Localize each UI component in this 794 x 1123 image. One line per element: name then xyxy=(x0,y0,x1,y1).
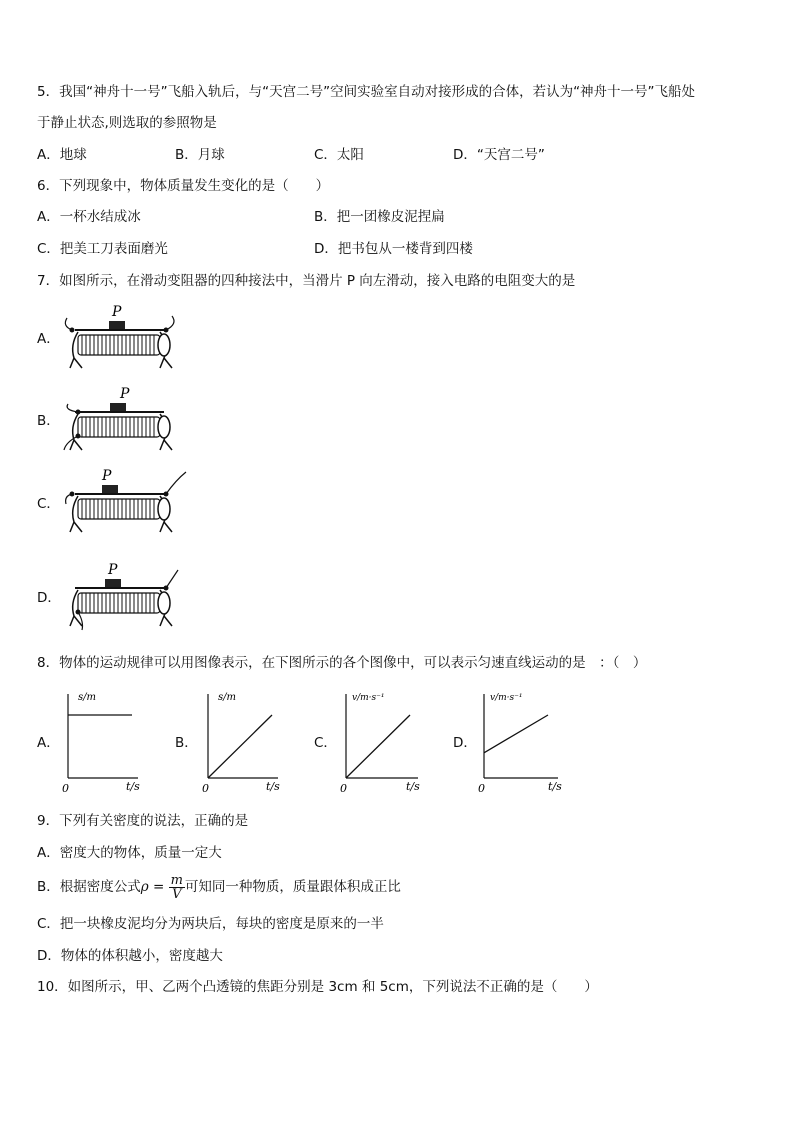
q10-stem: 10．如图所示，甲、乙两个凸透镜的焦距分别是 3cm 和 5cm，下列说法不正确的是（ ） xyxy=(37,979,598,995)
q7-option-b: B． xyxy=(37,413,60,429)
q9-option-b-suffix: 可知同一种物质，质量跟体积成正比 xyxy=(184,879,401,895)
rheostat-figure-c xyxy=(60,466,190,541)
slider-p-label: P xyxy=(108,562,118,578)
q8-option-a: A． xyxy=(37,735,60,751)
fraction-denominator: V xyxy=(172,886,182,902)
q9-option-a: A．密度大的物体，质量一定大 xyxy=(37,845,222,861)
motion-graph-c xyxy=(334,686,429,798)
x-axis-label: t/s xyxy=(406,780,420,793)
x-axis-label: t/s xyxy=(126,780,140,793)
graph-line-b xyxy=(208,715,272,778)
density-fraction xyxy=(169,874,185,901)
motion-graph-d xyxy=(472,686,572,798)
x-axis-label: t/s xyxy=(266,780,280,793)
y-axis-label: s/m xyxy=(218,692,236,703)
q9-stem: 9．下列有关密度的说法，正确的是 xyxy=(37,813,249,829)
x-axis-label: t/s xyxy=(548,780,562,793)
q5-stem-line1: 5．我国“神舟十一号”飞船入轨后，与“天宫二号”空间实验室自动对接形成的合体，若认为“神舟十一号”飞船处 xyxy=(37,84,696,100)
q7-option-c: C． xyxy=(37,496,60,512)
y-axis-label: v/m·s⁻¹ xyxy=(352,693,385,703)
q8-option-b: B． xyxy=(175,735,198,751)
motion-graph-b xyxy=(196,686,286,798)
q9-option-b-prefix: B．根据密度公式 xyxy=(37,879,141,895)
q8-option-c: C． xyxy=(314,735,337,751)
q6-stem: 6．下列现象中，物体质量发生变化的是（ ） xyxy=(37,178,330,194)
rheostat-figure-d xyxy=(60,560,185,635)
q8-stem: 8．物体的运动规律可以用图像表示，在下图所示的各个图像中，可以表示匀速直线运动的是 ：（ ） xyxy=(37,655,647,671)
origin-label: 0 xyxy=(478,782,485,795)
fraction-numerator: m xyxy=(170,872,183,888)
q5-option-b: B．月球 xyxy=(175,147,225,163)
q8-option-d: D． xyxy=(453,735,477,751)
motion-graph-a xyxy=(56,686,146,798)
equals-sign: = xyxy=(148,879,169,895)
q9-option-c: C．把一块橡皮泥均分为两块后，每块的密度是原来的一半 xyxy=(37,916,384,932)
rheostat-figure-b xyxy=(60,384,185,459)
graph-line-c xyxy=(346,715,410,778)
q5-option-c: C．太阳 xyxy=(314,147,364,163)
q7-option-a: A． xyxy=(37,331,60,347)
slider-p-label: P xyxy=(112,304,122,320)
q7-option-d: D． xyxy=(37,590,61,606)
origin-label: 0 xyxy=(340,782,347,795)
slider-p-label: P xyxy=(120,386,130,402)
q9-option-d: D．物体的体积越小，密度越大 xyxy=(37,948,223,964)
origin-label: 0 xyxy=(62,782,69,795)
y-axis-label: v/m·s⁻¹ xyxy=(490,693,523,703)
q5-option-d: D．“天宫二号” xyxy=(453,147,545,163)
q5-stem-line2: 于静止状态,则选取的参照物是 xyxy=(37,115,217,131)
density-symbol: ρ xyxy=(140,879,149,895)
q6-option-b: B．把一团橡皮泥捏扁 xyxy=(314,209,445,225)
q9-option-b xyxy=(37,872,401,902)
q6-option-a: A．一杯水结成冰 xyxy=(37,209,141,225)
y-axis-label: s/m xyxy=(78,692,96,703)
graph-line-d xyxy=(484,715,548,753)
q7-stem: 7．如图所示，在滑动变阻器的四种接法中，当滑片 P 向左滑动，接入电路的电阻变大的是 xyxy=(37,273,576,289)
origin-label: 0 xyxy=(202,782,209,795)
q6-option-c: C．把美工刀表面磨光 xyxy=(37,241,168,257)
q6-option-d: D．把书包从一楼背到四楼 xyxy=(314,241,473,257)
rheostat-figure-a xyxy=(60,302,185,377)
slider-p-label: P xyxy=(102,468,112,484)
q5-option-a: A．地球 xyxy=(37,147,87,163)
